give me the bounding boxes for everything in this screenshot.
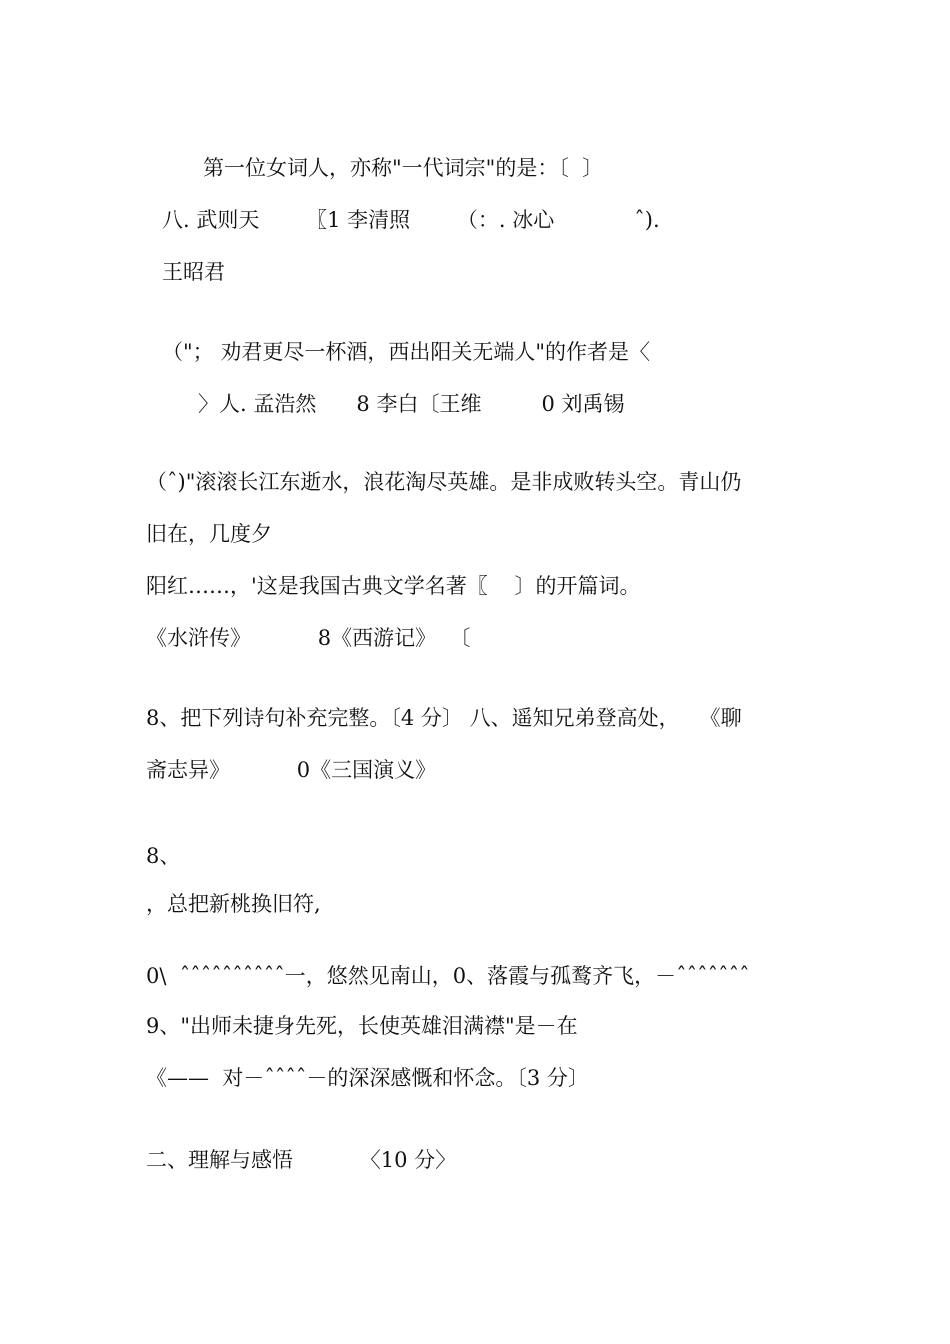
question-options-1: 八. 武则天 〖1 李清照 （：. 冰心 ˆ). (162, 208, 660, 232)
question-line-9: 9、"出师未捷身先死，长使英雄泪满襟"是－在 (146, 1014, 578, 1038)
question-line-1: 第一位女词人，亦称"一代词宗"的是：〔 〕 (203, 156, 604, 180)
item-number: 8、 (146, 844, 181, 868)
section-heading-understanding: 二、理解与感悟 〈10 分〉 (146, 1148, 457, 1172)
section-poem-completion-cont: 斋志异》 0《三国演义》 (146, 758, 437, 782)
section-poem-completion: 8、把下列诗句补充完整。〔4 分〕 八、遥知兄弟登高处， 《聊 (146, 706, 742, 730)
poem-line-1: ，总把新桃换旧符, (146, 892, 321, 916)
question-options-1-cont: 王昭君 (162, 260, 225, 284)
question-line-3-cont: 旧在，几度夕 (146, 522, 272, 546)
question-line-3: （ˆ)"滚滚长江东逝水，浪花淘尽英雄。是非成败转头空。青山仍 (146, 470, 742, 494)
question-line-9-cont: 《—— 对－ˆˆˆˆ－的深深感慨和怀念。〔3 分〕 (146, 1066, 589, 1090)
question-options-2: 〉人. 孟浩然 8 李白〔王维 0 刘禹锡 (198, 392, 625, 416)
question-line-2: （"； 劝君更尽一杯酒，西出阳关无端人"的作者是〈 (162, 340, 650, 364)
poem-line-2: 0\ ˆˆˆˆˆˆˆˆˆˆ一，悠然见南山，0、落霞与孤鹜齐飞，－ˆˆˆˆˆˆˆ (146, 964, 750, 988)
question-options-3: 《水浒传》 8《西游记》 〔 (146, 626, 471, 650)
question-line-3-cont-2: 阳红……，'这是我国古典文学名著〖 〕的开篇词。 (146, 574, 641, 598)
